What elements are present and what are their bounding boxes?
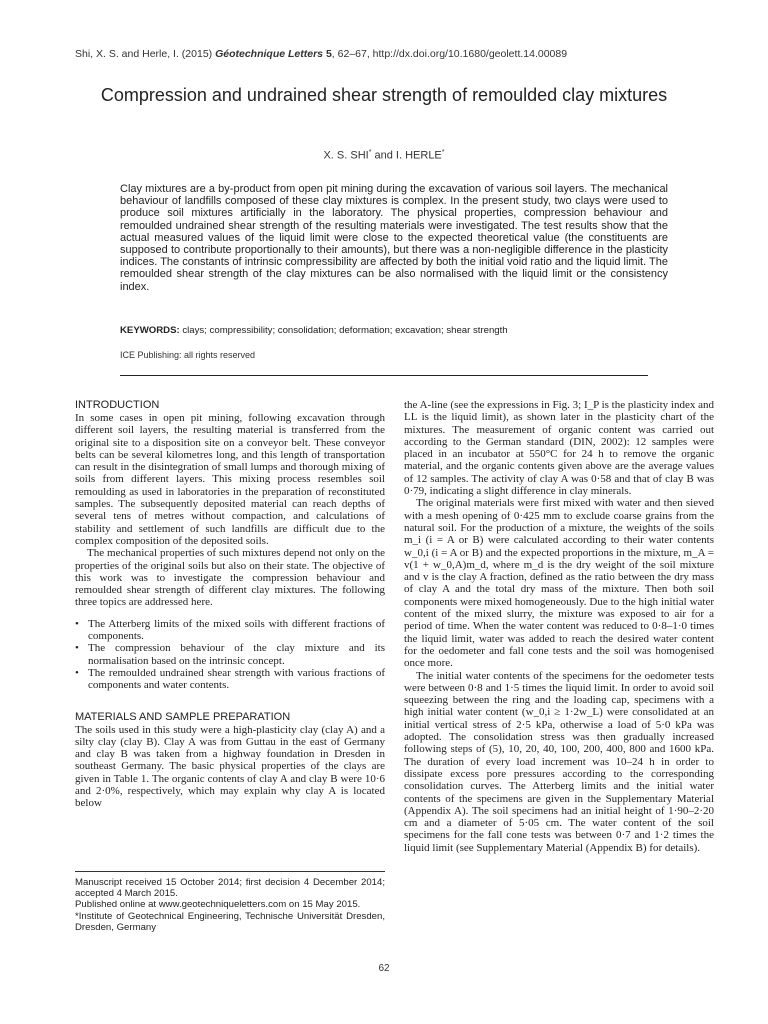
footnote-divider: [75, 871, 385, 872]
author-line: [0, 149, 768, 162]
keywords-label: KEYWORDS:: [120, 325, 180, 336]
section-heading-materials: MATERIALS AND SAMPLE PREPARATION: [75, 710, 291, 723]
section-heading-introduction: INTRODUCTION: [75, 399, 160, 411]
footnotes: [75, 877, 385, 933]
author-joiner: and: [371, 149, 396, 162]
journal-volume: 5: [323, 48, 332, 60]
citation-authors: Shi, X. S. and Herle, I. (2015): [75, 48, 216, 60]
list-item: [75, 667, 385, 692]
section-divider: [120, 375, 648, 376]
paragraph: In some cases in open pit mining, following excavation through different soil layers, the resulting material is transferred from the original site to a disposition site on a conveyor belt. These conveyor belts can be several kilometres long, and this length of transportation can result in the disintegration of small lumps and thorough mixing of soils from different layers. This mixing process resembles soil remoulding as used in laboratories in the preparation of reconstituted samples. The subsequently deposited material can reach depths of several tens of metres without compaction, and calculations of stability and settlement of such landfills are difficult due to the complex composition of the deposited soils.: [75, 412, 385, 547]
affiliation-mark: *: [368, 149, 372, 156]
bullet-marker: •: [75, 666, 79, 679]
list-item: [75, 618, 385, 643]
spacer: [75, 692, 385, 711]
abstract: Clay mixtures are a by-product from open pit mining during the excavation of various soil layers. The mechanical behaviour of landfills composed of these clay mixtures is complex. In the present study, two clays were used to produce soil mixtures artificially in the laboratory. The physical properties, compression behaviour and remoulded undrained shear strength of the resulting materials were investigated. The test results show that the actual measured values of the liquid limit were close to the expected theoretical value (the constituents are supposed to contribute proportionally to their amounts), but there was a non-negligible difference in the plasticity indices. The constants of intrinsic compressibility are affected by both the initial void ratio and the liquid limit. The remoulded shear strength of the clay mixtures can be also normalised with the liquid limit or the consistency index.: [120, 183, 668, 293]
list-item-text: The compression behaviour of the clay mixture and its normalisation based on the intrinsic concept.: [88, 642, 385, 667]
author-name: X. S. SHI: [323, 149, 369, 162]
author-affiliation: *Institute of Geotechnical Engineering, Technische Universität Dresden, Dresden, Germany: [75, 910, 385, 933]
publication-note: Published online at www.geotechniqueletters.com on 15 May 2015.: [75, 899, 361, 911]
journal-name: Géotechnique Letters: [215, 48, 324, 60]
left-column: [75, 399, 385, 810]
paper-title: Compression and undrained shear strength of remoulded clay mixtures: [100, 85, 668, 105]
paragraph: The initial water contents of the specimens for the oedometer tests were between 0·8 and 1·5 times the liquid limit. In order to avoid soil squeezing between the ring and the loading cap, specimens with a high initial water content (w_0,i ≥ 1·2w_L) were consolidated at an initial vertical stress of 2·5 kPa, otherwise a load of 5·0 kPa was adopted. The consolidation stress was then gradually increased following steps of (5), 10, 20, 40, 100, 200, 400, 800 and 1600 kPa. The duration of every load increment was 10–24 h in order to dissipate excess pore pressures according to the corresponding consolidation curves. The Atterberg limits and the initial water contents of the specimens are given in the Supplementary Material (Appendix A). The soil specimens had an initial height of 1·90–2·20 cm and a diameter of 5·05 cm. The water content of the soil specimens for the fall cone tests was between 0·7 and 1·2 times the liquid limit (see Supplementary Material (Appendix B) for details).: [404, 669, 714, 854]
page-number: 62: [378, 963, 390, 974]
citation-line: [75, 48, 567, 60]
publisher-note: ICE Publishing: all rights reserved: [120, 350, 256, 360]
author-name: I. HERLE: [395, 149, 442, 162]
topic-list: [75, 618, 385, 692]
paragraph: The soils used in this study were a high-plasticity clay (clay A) and a silty clay (clay B). Clay A was from Guttau in the east of Germany and clay B was taken from a highway foundation in Dresden in southeast Germany. The basic physical properties of the clays are given in Table 1. The organic contents of clay A and clay B were 10·6 and 2·0%, respectively, which may explain why clay A is located below: [75, 723, 385, 810]
bullet-marker: •: [75, 617, 79, 630]
right-column: [404, 399, 714, 854]
list-item: [75, 642, 385, 667]
list-item-text: The Atterberg limits of the mixed soils with different fractions of components.: [88, 617, 385, 643]
paragraph: The original materials were first mixed with water and then sieved with a mesh opening of 0·425 mm to exclude coarse grains from the natural soil. For the production of a mixture, the weights of the soils m_i (i = A or B) were calculated according to their water contents w_0,i (i = A or B) and the expected proportions in the mixture, m_A = v(1 + w_0,A)m_d, where m_d is the dry weight of the soil mixture and v is the clay A fraction, defined as the ratio between the dry mass of clay A and the total dry mass of the mixture. Then both soil components were mixed homogeneously. Due to the high initial water content of the mixed slurry, the mixture was exposed to air for a period of time. When the water content was reduced to 0·8–1·0 times the liquid limit, water was added to reach the desired water content for the oedometer and fall cone tests and the soil was homogenised once more.: [404, 497, 714, 670]
paragraph: The mechanical properties of such mixtures depend not only on the properties of the original soils but also on their state. The objective of this work was to investigate the compression behaviour and remoulded shear strength of different clay mixtures. The following three topics are addressed here.: [75, 547, 385, 609]
list-item-text: The remoulded undrained shear strength with various fractions of components and water contents.: [88, 666, 385, 692]
keywords-list: clays; compressibility; consolidation; deformation; excavation; shear strength: [179, 325, 508, 336]
citation-doi: , 62–67, http://dx.doi.org/10.1680/geolett.14.00089: [331, 48, 568, 60]
keywords: [120, 325, 508, 336]
manuscript-dates: Manuscript received 15 October 2014; first decision 4 December 2014; accepted 4 March 2015.: [75, 877, 385, 900]
affiliation-mark: *: [441, 149, 445, 156]
bullet-marker: •: [75, 642, 79, 655]
paragraph: the A-line (see the expressions in Fig. 3; I_P is the plasticity index and LL is the liquid limit), as shown later in the plasticity chart of the mixtures. The measurement of organic content was carried out according to the German standard (DIN, 2002): 12 samples were placed in an incubator at 550°C for 24 h to remove the organic material, and the organic contents given above are the average values of 12 samples. The activity of clay A was 0·58 and that of clay B was 0·79, indicating a slight difference in clay minerals.: [404, 399, 714, 498]
